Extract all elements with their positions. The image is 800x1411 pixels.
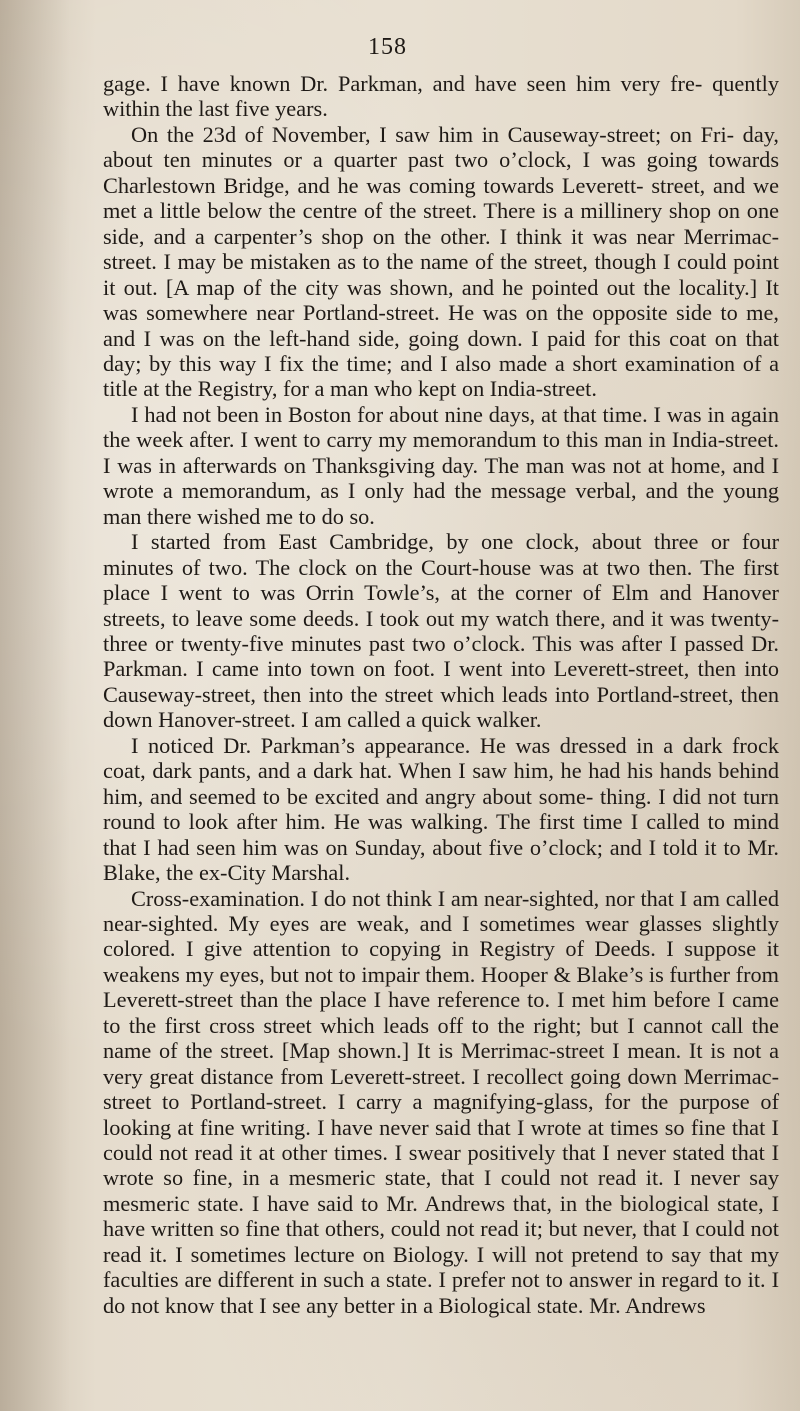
paragraph-6: Cross-examination. I do not think I am near-sighted, nor that I am called near-sighted. My eyes are weak, and I sometimes wear glasses slightly colored. I give attention to copying in Registry of Deeds. I suppose it weakens my eyes, but not to impair them. Hooper & Blake’s is further from Leverett-street than the place I have reference to. I met him before I came to the first cross street which leads off to the right; but I cannot call the name of the street. [Map shown.] It is Merrimac-street I mean. It is not a very great distance from Leverett-street. I recollect going down Merrimac- street to Portland-street. I carry a magnifying-glass, for the purpose of looking at fine writing. I have never said that I wrote at times so fine that I could not read it at other times. I swear positively that I never stated that I wrote so fine, in a mesmeric state, that I could not read it. I never say mesmeric state. I have said to Mr. Andrews that, in the biological state, I have written so fine that others, could not read it; but never, that I could not read it. I sometimes lecture on Biology. I will not pretend to say that my faculties are different in such a state. I prefer not to answer in regard to it. I do not know that I see any better in a Biological state. Mr. Andrews bbox=[103, 885, 779, 1318]
body-text bbox=[103, 71, 779, 1318]
paragraph-1: gage. I have known Dr. Parkman, and have seen him very fre- quently within the last five years. bbox=[103, 71, 779, 122]
paragraph-4: I started from East Cambridge, by one clock, about three or four minutes of two. The clock on the Court-house was at two then. The first place I went to was Orrin Towle’s, at the corner of Elm and Hanover streets, to leave some deeds. I took out my watch there, and it was twenty-three or twenty-five minutes past two o’clock. This was after I passed Dr. Parkman. I came into town on foot. I went into Leverett-street, then into Causeway-street, then into the street which leads into Portland-street, then down Hanover-street. I am called a quick walker. bbox=[103, 529, 779, 733]
paragraph-2: On the 23d of November, I saw him in Causeway-street; on Fri- day, about ten minutes or a quarter past two o’clock, I was going towards Charlestown Bridge, and he was coming towards Leverett- street, and we met a little below the centre of the street. There is a millinery shop on one side, and a carpenter’s shop on the other. I think it was near Merrimac-street. I may be mistaken as to the name of the street, though I could point it out. [A map of the city was shown, and he pointed out the locality.] It was somewhere near Portland-street. He was on the opposite side to me, and I was on the left-hand side, going down. I paid for this coat on that day; by this way I fix the time; and I also made a short examination of a title at the Registry, for a man who kept on India-street. bbox=[103, 121, 779, 402]
page-edge-shadow bbox=[0, 0, 70, 1411]
paragraph-3: I had not been in Boston for about nine days, at that time. I was in again the week after. I went to carry my memorandum to this man in India-street. I was in afterwards on Thanksgiving day. The man was not at home, and I wrote a memorandum, as I only had the message verbal, and the young man there wished me to do so. bbox=[103, 401, 779, 529]
page-number: 158 bbox=[368, 34, 407, 60]
paragraph-5: I noticed Dr. Parkman’s appearance. He was dressed in a dark frock coat, dark pants, and a dark hat. When I saw him, he had his hands behind him, and seemed to be excited and angry about some- thing. I did not turn round to look after him. He was walking. The first time I called to mind that I had seen him was on Sunday, about five o’clock; and I told it to Mr. Blake, the ex-City Marshal. bbox=[103, 732, 779, 886]
